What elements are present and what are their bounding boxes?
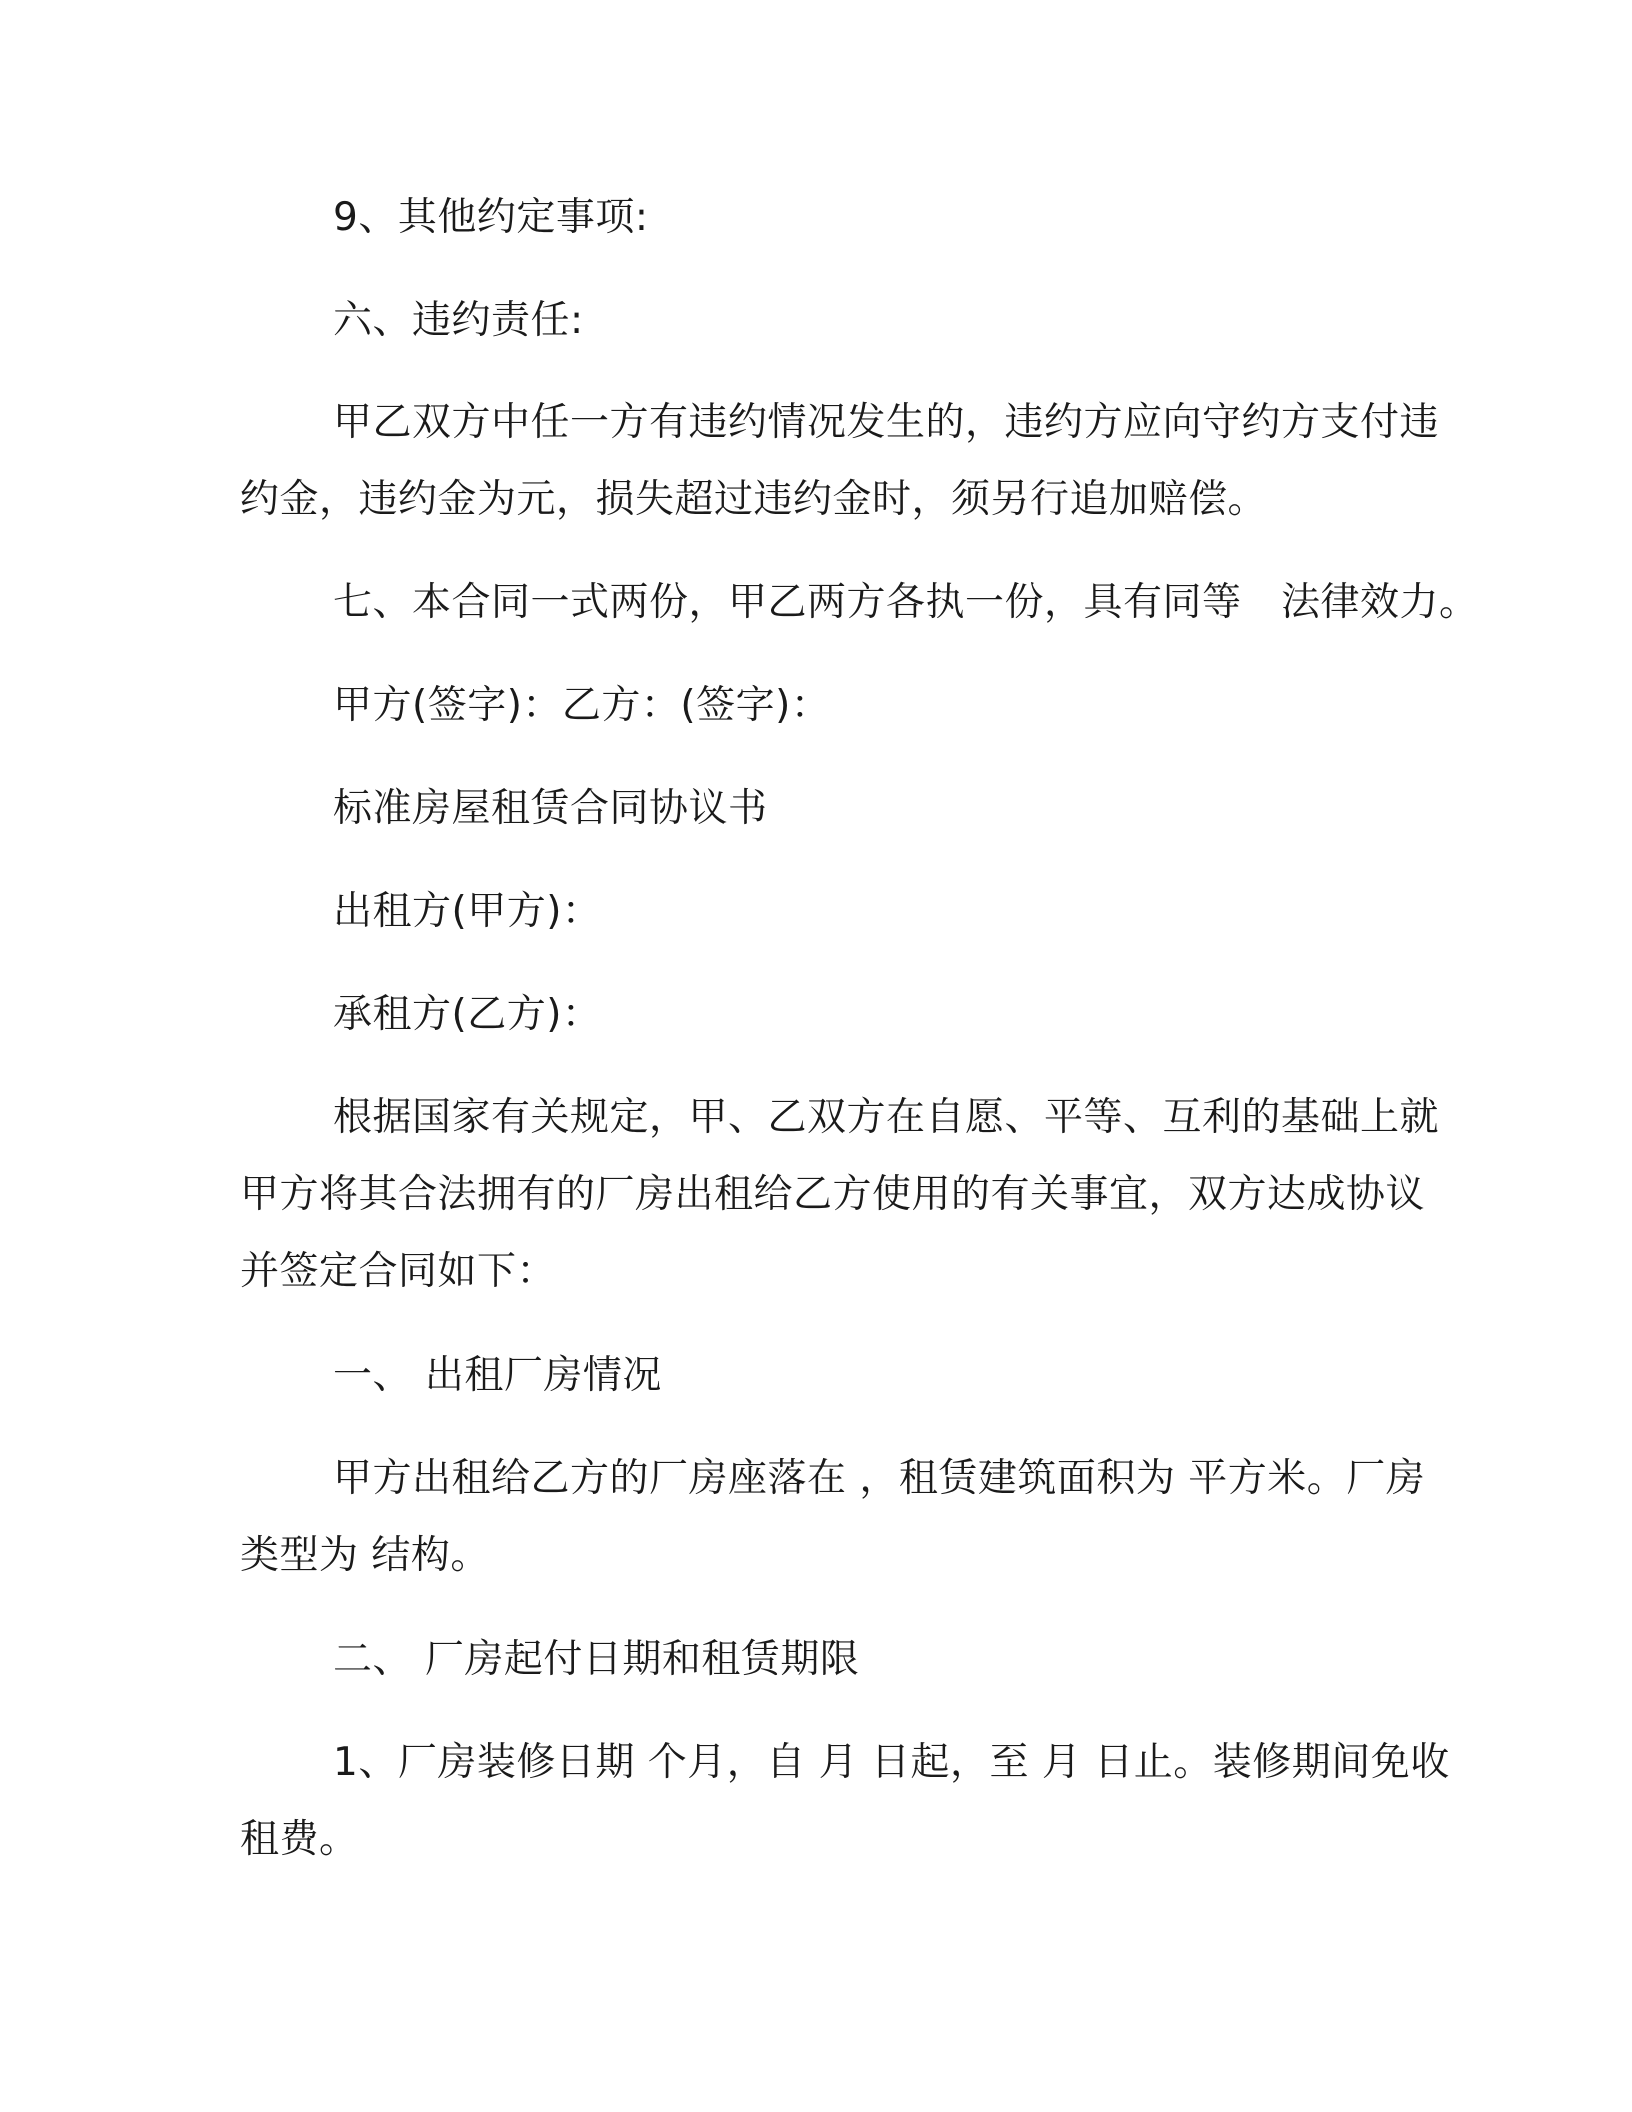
contract-title: 标准房屋租赁合同协议书: [333, 786, 768, 831]
breach-paragraph-line-2: 约金，违约金为元，损失超过违约金时，须另行追加赔偿。: [240, 477, 1268, 522]
section-6-heading: 六、违约责任:: [333, 298, 584, 343]
section-1-heading: 一、 出租厂房情况: [333, 1353, 662, 1398]
renovation-period-line-1: 1、厂房装修日期 个月，自 月 日起，至 月 日止。装修期间免收: [333, 1740, 1450, 1785]
renovation-period-line-2: 租费。: [240, 1817, 359, 1862]
lessor-party: 出租方(甲方)：: [333, 889, 602, 934]
preamble-line-3: 并签定合同如下：: [240, 1249, 557, 1294]
lessee-party: 承租方(乙方)：: [333, 992, 602, 1037]
section-7-copies: 七、本合同一式两份，甲乙两方各执一份，具有同等 法律效力。: [333, 580, 1479, 625]
factory-location-line-1: 甲方出租给乙方的厂房座落在 ，租赁建筑面积为 平方米。厂房: [333, 1456, 1426, 1501]
section-2-heading: 二、 厂房起付日期和租赁期限: [333, 1637, 860, 1682]
factory-location-line-2: 类型为 结构。: [240, 1533, 490, 1578]
preamble-line-2: 甲方将其合法拥有的厂房出租给乙方使用的有关事宜，双方达成协议: [240, 1172, 1426, 1217]
preamble-line-1: 根据国家有关规定，甲、乙双方在自愿、平等、互利的基础上就: [333, 1095, 1440, 1140]
signature-line: 甲方(签字)：乙方：(签字)：: [333, 683, 831, 728]
breach-paragraph-line-1: 甲乙双方中任一方有违约情况发生的，违约方应向守约方支付违: [333, 400, 1440, 445]
clause-9-other-matters: 9、其他约定事项:: [333, 195, 649, 240]
